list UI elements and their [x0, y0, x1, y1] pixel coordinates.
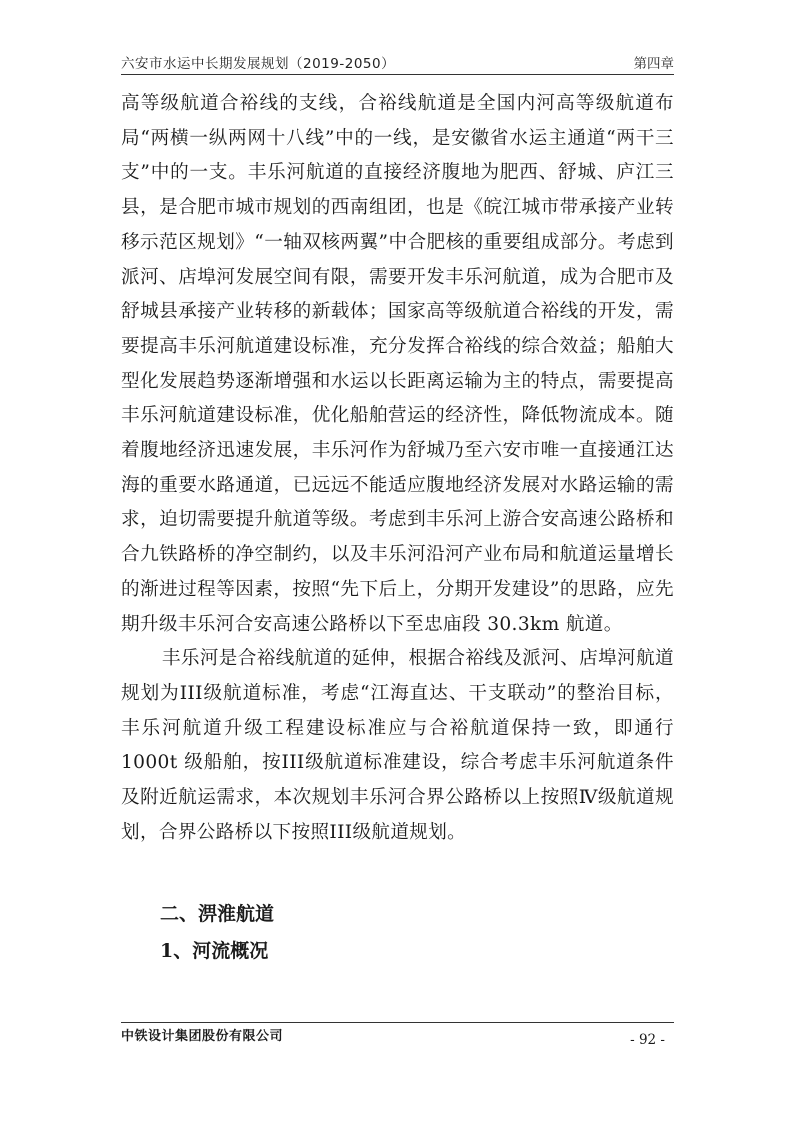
footer-rule	[121, 1022, 674, 1023]
page-header	[121, 52, 674, 72]
document-title: 六安市水运中长期发展规划（2019-2050）	[121, 56, 396, 72]
section-heading: 二、淠淮航道	[160, 903, 275, 925]
paragraph-continued: 高等级航道合裕线的支线，合裕线航道是全国内河高等级航道布局“两横一纵两网十八线”中的一线，是安徽省水运主通道“两干三支”中的一支。丰乐河航道的直接经济腹地为肥西、舒城、庐江三县，是合肥市城市规划的西南组团，也是《皖江城市带承接产业转移示范区规划》“一轴双核两翼”中合肥核的重要组成部分。考虑到派河、店埠河发展空间有限，需要开发丰乐河航道，成为合肥市及舒城县承接产业转移的新载体；国家高等级航道合裕线的开发，需要提高丰乐河航道建设标准，充分发挥合裕线的综合效益；船舶大型化发展趋势逐渐增强和水运以长距离运输为主的特点，需要提高丰乐河航道建设标准，优化船舶营运的经济性，降低物流成本。随着腹地经济迅速发展，丰乐河作为舒城乃至六安市唯一直接通江达海的重要水路通道，已远远不能适应腹地经济发展对水路运输的需求，迫切需要提升航道等级。考虑到丰乐河上游合安高速公路桥和合九铁路桥的净空制约，以及丰乐河沿河产业布局和航道运量增长的渐进过程等因素，按照“先下后上，分期开发建设”的思路，应先期升级丰乐河合安高速公路桥以下至忠庙段 30.3km 航道。	[121, 93, 674, 635]
header-rule	[121, 74, 674, 75]
body-text	[121, 87, 674, 850]
page-number: - 92 -	[630, 1032, 665, 1048]
paragraph: 丰乐河是合裕线航道的延伸，根据合裕线及派河、店埠河航道规划为III级航道标准，考虑“江海直达、干支联动”的整治目标，丰乐河航道升级工程建设标准应与合裕航道保持一致，即通行 1000t 级船舶，按III级航道标准建设，综合考虑丰乐河航道条件及附近航运需求，本次规划丰乐河合界公路桥以上按照Ⅳ级航道规划，合界公路桥以下按照III级航道规划。	[121, 648, 674, 843]
chapter-label: 第四章	[633, 56, 674, 72]
company-name: 中铁设计集团股份有限公司	[121, 1029, 284, 1044]
subsection-heading: 1、河流概况	[160, 940, 269, 962]
